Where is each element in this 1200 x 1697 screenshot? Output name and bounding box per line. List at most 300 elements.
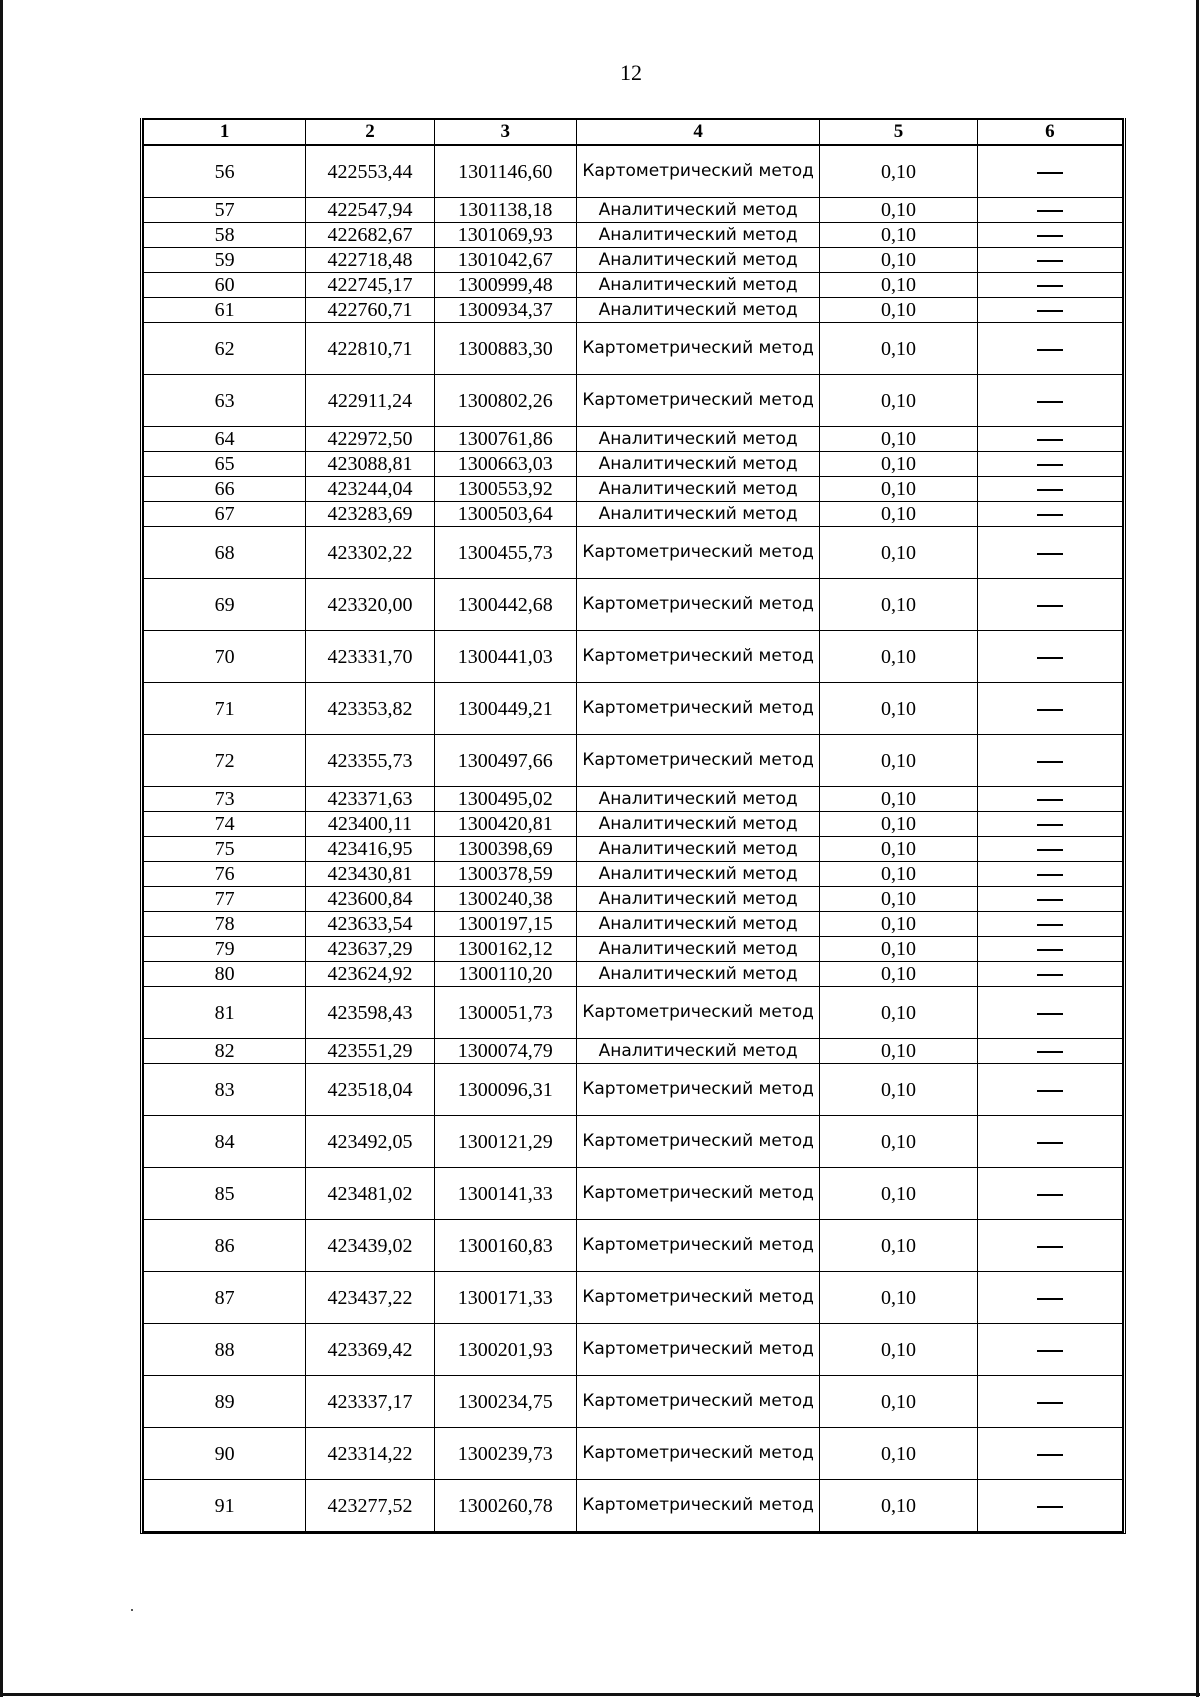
- note-cell: [977, 735, 1122, 787]
- point-number-cell: 89: [144, 1376, 306, 1428]
- x-coordinate-cell: 423337,17: [306, 1376, 434, 1428]
- x-coordinate-cell: 423551,29: [306, 1039, 434, 1064]
- x-coordinate-cell: 422745,17: [306, 273, 434, 298]
- table-row: [144, 912, 1123, 937]
- dash-mark: [1037, 605, 1063, 607]
- method-cell: Картометрический метод: [576, 375, 819, 427]
- dash-mark: [1037, 849, 1063, 851]
- dash-mark: [1037, 553, 1063, 555]
- scan-speck: [131, 1609, 133, 1611]
- note-cell: [977, 198, 1122, 223]
- dash-mark: [1037, 1246, 1063, 1248]
- dash-mark: [1037, 235, 1063, 237]
- y-coordinate-cell: 1301069,93: [434, 223, 576, 248]
- y-coordinate-cell: 1300934,37: [434, 298, 576, 323]
- accuracy-cell: 0,10: [820, 1324, 977, 1376]
- x-coordinate-cell: 423355,73: [306, 735, 434, 787]
- table-row: [144, 323, 1123, 375]
- accuracy-cell: 0,10: [820, 837, 977, 862]
- table-row: [144, 1324, 1123, 1376]
- dash-mark: [1037, 657, 1063, 659]
- method-cell: Аналитический метод: [576, 198, 819, 223]
- point-number-cell: 68: [144, 527, 306, 579]
- table-row: [144, 579, 1123, 631]
- point-number-cell: 67: [144, 502, 306, 527]
- method-cell: Картометрический метод: [576, 1116, 819, 1168]
- note-cell: [977, 987, 1122, 1039]
- point-number-cell: 87: [144, 1272, 306, 1324]
- point-number-cell: 65: [144, 452, 306, 477]
- method-cell: Картометрический метод: [576, 1376, 819, 1428]
- x-coordinate-cell: 423088,81: [306, 452, 434, 477]
- accuracy-cell: 0,10: [820, 812, 977, 837]
- point-number-cell: 72: [144, 735, 306, 787]
- y-coordinate-cell: 1301138,18: [434, 198, 576, 223]
- y-coordinate-cell: 1300162,12: [434, 937, 576, 962]
- accuracy-cell: 0,10: [820, 1272, 977, 1324]
- note-cell: [977, 223, 1122, 248]
- point-number-cell: 56: [144, 145, 306, 198]
- method-cell: Аналитический метод: [576, 477, 819, 502]
- coordinates-table: [143, 118, 1123, 1532]
- note-cell: [977, 787, 1122, 812]
- method-cell: Картометрический метод: [576, 631, 819, 683]
- note-cell: [977, 427, 1122, 452]
- x-coordinate-cell: 423371,63: [306, 787, 434, 812]
- note-cell: [977, 248, 1122, 273]
- point-number-cell: 59: [144, 248, 306, 273]
- table-row: [144, 812, 1123, 837]
- point-number-cell: 91: [144, 1480, 306, 1532]
- dash-mark: [1037, 874, 1063, 876]
- x-coordinate-cell: 422553,44: [306, 145, 434, 198]
- y-coordinate-cell: 1300455,73: [434, 527, 576, 579]
- table-row: [144, 1272, 1123, 1324]
- x-coordinate-cell: 423283,69: [306, 502, 434, 527]
- column-header-5: 5: [820, 119, 977, 145]
- y-coordinate-cell: 1300802,26: [434, 375, 576, 427]
- x-coordinate-cell: 423492,05: [306, 1116, 434, 1168]
- method-cell: Аналитический метод: [576, 1039, 819, 1064]
- point-number-cell: 66: [144, 477, 306, 502]
- accuracy-cell: 0,10: [820, 477, 977, 502]
- method-cell: Аналитический метод: [576, 248, 819, 273]
- accuracy-cell: 0,10: [820, 248, 977, 273]
- dash-mark: [1037, 949, 1063, 951]
- note-cell: [977, 1272, 1122, 1324]
- point-number-cell: 88: [144, 1324, 306, 1376]
- dash-mark: [1037, 310, 1063, 312]
- point-number-cell: 82: [144, 1039, 306, 1064]
- table-row: [144, 248, 1123, 273]
- accuracy-cell: 0,10: [820, 1220, 977, 1272]
- table-row: [144, 375, 1123, 427]
- table-body: [144, 145, 1123, 1532]
- point-number-cell: 81: [144, 987, 306, 1039]
- y-coordinate-cell: 1300553,92: [434, 477, 576, 502]
- x-coordinate-cell: 423400,11: [306, 812, 434, 837]
- dash-mark: [1037, 1051, 1063, 1053]
- table-row: [144, 273, 1123, 298]
- method-cell: Картометрический метод: [576, 1168, 819, 1220]
- page-number: 12: [620, 60, 642, 85]
- y-coordinate-cell: 1301042,67: [434, 248, 576, 273]
- column-header-1: 1: [144, 119, 306, 145]
- x-coordinate-cell: 422547,94: [306, 198, 434, 223]
- method-cell: Аналитический метод: [576, 937, 819, 962]
- table-row: [144, 452, 1123, 477]
- method-cell: Аналитический метод: [576, 298, 819, 323]
- table-row: [144, 735, 1123, 787]
- note-cell: [977, 1220, 1122, 1272]
- x-coordinate-cell: 423600,84: [306, 887, 434, 912]
- dash-mark: [1037, 974, 1063, 976]
- point-number-cell: 80: [144, 962, 306, 987]
- accuracy-cell: 0,10: [820, 298, 977, 323]
- note-cell: [977, 452, 1122, 477]
- dash-mark: [1037, 172, 1063, 174]
- dash-mark: [1037, 1013, 1063, 1015]
- x-coordinate-cell: 423314,22: [306, 1428, 434, 1480]
- dash-mark: [1037, 514, 1063, 516]
- table-row: [144, 527, 1123, 579]
- scan-left-edge: [0, 0, 3, 1697]
- table-row: [144, 223, 1123, 248]
- point-number-cell: 73: [144, 787, 306, 812]
- dash-mark: [1037, 1402, 1063, 1404]
- method-cell: Аналитический метод: [576, 452, 819, 477]
- x-coordinate-cell: 423633,54: [306, 912, 434, 937]
- table-row: [144, 477, 1123, 502]
- y-coordinate-cell: 1301146,60: [434, 145, 576, 198]
- y-coordinate-cell: 1300420,81: [434, 812, 576, 837]
- y-coordinate-cell: 1300883,30: [434, 323, 576, 375]
- y-coordinate-cell: 1300442,68: [434, 579, 576, 631]
- dash-mark: [1037, 1454, 1063, 1456]
- x-coordinate-cell: 423277,52: [306, 1480, 434, 1532]
- dash-mark: [1037, 1142, 1063, 1144]
- dash-mark: [1037, 899, 1063, 901]
- x-coordinate-cell: 423624,92: [306, 962, 434, 987]
- note-cell: [977, 375, 1122, 427]
- note-cell: [977, 1428, 1122, 1480]
- point-number-cell: 62: [144, 323, 306, 375]
- accuracy-cell: 0,10: [820, 145, 977, 198]
- note-cell: [977, 862, 1122, 887]
- x-coordinate-cell: 423302,22: [306, 527, 434, 579]
- point-number-cell: 70: [144, 631, 306, 683]
- table-row: [144, 631, 1123, 683]
- y-coordinate-cell: 1300197,15: [434, 912, 576, 937]
- dash-mark: [1037, 439, 1063, 441]
- method-cell: Картометрический метод: [576, 1480, 819, 1532]
- table-header-row: [144, 119, 1123, 145]
- column-header-4: 4: [576, 119, 819, 145]
- x-coordinate-cell: 423430,81: [306, 862, 434, 887]
- table-row: [144, 198, 1123, 223]
- note-cell: [977, 912, 1122, 937]
- accuracy-cell: 0,10: [820, 862, 977, 887]
- point-number-cell: 90: [144, 1428, 306, 1480]
- dash-mark: [1037, 799, 1063, 801]
- accuracy-cell: 0,10: [820, 1039, 977, 1064]
- dash-mark: [1037, 824, 1063, 826]
- note-cell: [977, 145, 1122, 198]
- x-coordinate-cell: 423320,00: [306, 579, 434, 631]
- table-row: [144, 862, 1123, 887]
- accuracy-cell: 0,10: [820, 887, 977, 912]
- x-coordinate-cell: 423437,22: [306, 1272, 434, 1324]
- accuracy-cell: 0,10: [820, 735, 977, 787]
- note-cell: [977, 323, 1122, 375]
- x-coordinate-cell: 422682,67: [306, 223, 434, 248]
- y-coordinate-cell: 1300141,33: [434, 1168, 576, 1220]
- note-cell: [977, 837, 1122, 862]
- dash-mark: [1037, 1298, 1063, 1300]
- note-cell: [977, 579, 1122, 631]
- scan-bottom-edge: [0, 1693, 1200, 1696]
- y-coordinate-cell: 1300449,21: [434, 683, 576, 735]
- accuracy-cell: 0,10: [820, 787, 977, 812]
- method-cell: Аналитический метод: [576, 862, 819, 887]
- y-coordinate-cell: 1300240,38: [434, 887, 576, 912]
- note-cell: [977, 273, 1122, 298]
- x-coordinate-cell: 423637,29: [306, 937, 434, 962]
- dash-mark: [1037, 260, 1063, 262]
- y-coordinate-cell: 1300761,86: [434, 427, 576, 452]
- method-cell: Аналитический метод: [576, 787, 819, 812]
- y-coordinate-cell: 1300234,75: [434, 1376, 576, 1428]
- note-cell: [977, 1168, 1122, 1220]
- accuracy-cell: 0,10: [820, 198, 977, 223]
- accuracy-cell: 0,10: [820, 579, 977, 631]
- method-cell: Аналитический метод: [576, 912, 819, 937]
- note-cell: [977, 937, 1122, 962]
- method-cell: Аналитический метод: [576, 502, 819, 527]
- y-coordinate-cell: 1300160,83: [434, 1220, 576, 1272]
- accuracy-cell: 0,10: [820, 527, 977, 579]
- y-coordinate-cell: 1300495,02: [434, 787, 576, 812]
- accuracy-cell: 0,10: [820, 937, 977, 962]
- dash-mark: [1037, 285, 1063, 287]
- note-cell: [977, 1324, 1122, 1376]
- point-number-cell: 61: [144, 298, 306, 323]
- table-row: [144, 1064, 1123, 1116]
- coordinates-table-frame: [140, 118, 1126, 1534]
- note-cell: [977, 502, 1122, 527]
- x-coordinate-cell: 422911,24: [306, 375, 434, 427]
- y-coordinate-cell: 1300503,64: [434, 502, 576, 527]
- x-coordinate-cell: 423598,43: [306, 987, 434, 1039]
- x-coordinate-cell: 423416,95: [306, 837, 434, 862]
- method-cell: Картометрический метод: [576, 145, 819, 198]
- point-number-cell: 69: [144, 579, 306, 631]
- note-cell: [977, 298, 1122, 323]
- method-cell: Картометрический метод: [576, 1272, 819, 1324]
- note-cell: [977, 1064, 1122, 1116]
- note-cell: [977, 1376, 1122, 1428]
- method-cell: Аналитический метод: [576, 273, 819, 298]
- y-coordinate-cell: 1300171,33: [434, 1272, 576, 1324]
- accuracy-cell: 0,10: [820, 323, 977, 375]
- dash-mark: [1037, 1194, 1063, 1196]
- accuracy-cell: 0,10: [820, 962, 977, 987]
- point-number-cell: 74: [144, 812, 306, 837]
- note-cell: [977, 1116, 1122, 1168]
- x-coordinate-cell: 422718,48: [306, 248, 434, 273]
- method-cell: Аналитический метод: [576, 427, 819, 452]
- table-row: [144, 987, 1123, 1039]
- note-cell: [977, 631, 1122, 683]
- accuracy-cell: 0,10: [820, 273, 977, 298]
- accuracy-cell: 0,10: [820, 631, 977, 683]
- method-cell: Картометрический метод: [576, 579, 819, 631]
- point-number-cell: 76: [144, 862, 306, 887]
- column-header-6: 6: [977, 119, 1122, 145]
- method-cell: Картометрический метод: [576, 1064, 819, 1116]
- y-coordinate-cell: 1300121,29: [434, 1116, 576, 1168]
- method-cell: Картометрический метод: [576, 735, 819, 787]
- method-cell: Картометрический метод: [576, 323, 819, 375]
- point-number-cell: 86: [144, 1220, 306, 1272]
- x-coordinate-cell: 423331,70: [306, 631, 434, 683]
- dash-mark: [1037, 401, 1063, 403]
- accuracy-cell: 0,10: [820, 1168, 977, 1220]
- dash-mark: [1037, 489, 1063, 491]
- table-row: [144, 962, 1123, 987]
- table-row: [144, 1376, 1123, 1428]
- method-cell: Аналитический метод: [576, 962, 819, 987]
- note-cell: [977, 683, 1122, 735]
- y-coordinate-cell: 1300378,59: [434, 862, 576, 887]
- note-cell: [977, 1480, 1122, 1532]
- table-row: [144, 683, 1123, 735]
- dash-mark: [1037, 464, 1063, 466]
- note-cell: [977, 527, 1122, 579]
- accuracy-cell: 0,10: [820, 683, 977, 735]
- table-row: [144, 787, 1123, 812]
- accuracy-cell: 0,10: [820, 1064, 977, 1116]
- note-cell: [977, 477, 1122, 502]
- accuracy-cell: 0,10: [820, 987, 977, 1039]
- y-coordinate-cell: 1300260,78: [434, 1480, 576, 1532]
- point-number-cell: 75: [144, 837, 306, 862]
- point-number-cell: 79: [144, 937, 306, 962]
- y-coordinate-cell: 1300497,66: [434, 735, 576, 787]
- table-row: [144, 298, 1123, 323]
- point-number-cell: 57: [144, 198, 306, 223]
- dash-mark: [1037, 761, 1063, 763]
- method-cell: Картометрический метод: [576, 987, 819, 1039]
- x-coordinate-cell: 423481,02: [306, 1168, 434, 1220]
- table-row: [144, 1168, 1123, 1220]
- table-row: [144, 1480, 1123, 1532]
- y-coordinate-cell: 1300663,03: [434, 452, 576, 477]
- point-number-cell: 58: [144, 223, 306, 248]
- accuracy-cell: 0,10: [820, 912, 977, 937]
- scan-right-edge: [1196, 0, 1199, 1697]
- note-cell: [977, 962, 1122, 987]
- dash-mark: [1037, 210, 1063, 212]
- note-cell: [977, 1039, 1122, 1064]
- point-number-cell: 78: [144, 912, 306, 937]
- method-cell: Аналитический метод: [576, 223, 819, 248]
- accuracy-cell: 0,10: [820, 223, 977, 248]
- accuracy-cell: 0,10: [820, 1480, 977, 1532]
- method-cell: Картометрический метод: [576, 1324, 819, 1376]
- accuracy-cell: 0,10: [820, 427, 977, 452]
- point-number-cell: 83: [144, 1064, 306, 1116]
- y-coordinate-cell: 1300201,93: [434, 1324, 576, 1376]
- accuracy-cell: 0,10: [820, 452, 977, 477]
- dash-mark: [1037, 1090, 1063, 1092]
- accuracy-cell: 0,10: [820, 1376, 977, 1428]
- dash-mark: [1037, 1350, 1063, 1352]
- dash-mark: [1037, 1506, 1063, 1508]
- accuracy-cell: 0,10: [820, 1428, 977, 1480]
- y-coordinate-cell: 1300239,73: [434, 1428, 576, 1480]
- method-cell: Аналитический метод: [576, 837, 819, 862]
- y-coordinate-cell: 1300398,69: [434, 837, 576, 862]
- point-number-cell: 60: [144, 273, 306, 298]
- table-row: [144, 145, 1123, 198]
- accuracy-cell: 0,10: [820, 375, 977, 427]
- y-coordinate-cell: 1300096,31: [434, 1064, 576, 1116]
- point-number-cell: 84: [144, 1116, 306, 1168]
- method-cell: Аналитический метод: [576, 812, 819, 837]
- table-row: [144, 1220, 1123, 1272]
- method-cell: Картометрический метод: [576, 1220, 819, 1272]
- table-row: [144, 1039, 1123, 1064]
- dash-mark: [1037, 924, 1063, 926]
- x-coordinate-cell: 422760,71: [306, 298, 434, 323]
- table-row: [144, 837, 1123, 862]
- x-coordinate-cell: 422810,71: [306, 323, 434, 375]
- point-number-cell: 71: [144, 683, 306, 735]
- note-cell: [977, 887, 1122, 912]
- dash-mark: [1037, 349, 1063, 351]
- column-header-3: 3: [434, 119, 576, 145]
- y-coordinate-cell: 1300999,48: [434, 273, 576, 298]
- x-coordinate-cell: 423439,02: [306, 1220, 434, 1272]
- point-number-cell: 63: [144, 375, 306, 427]
- table-row: [144, 502, 1123, 527]
- accuracy-cell: 0,10: [820, 1116, 977, 1168]
- dash-mark: [1037, 709, 1063, 711]
- table-row: [144, 1428, 1123, 1480]
- accuracy-cell: 0,10: [820, 502, 977, 527]
- column-header-2: 2: [306, 119, 434, 145]
- x-coordinate-cell: 422972,50: [306, 427, 434, 452]
- note-cell: [977, 812, 1122, 837]
- point-number-cell: 85: [144, 1168, 306, 1220]
- x-coordinate-cell: 423244,04: [306, 477, 434, 502]
- y-coordinate-cell: 1300441,03: [434, 631, 576, 683]
- x-coordinate-cell: 423518,04: [306, 1064, 434, 1116]
- method-cell: Картометрический метод: [576, 527, 819, 579]
- table-row: [144, 887, 1123, 912]
- method-cell: Картометрический метод: [576, 683, 819, 735]
- table-row: [144, 427, 1123, 452]
- y-coordinate-cell: 1300074,79: [434, 1039, 576, 1064]
- point-number-cell: 77: [144, 887, 306, 912]
- x-coordinate-cell: 423353,82: [306, 683, 434, 735]
- table-row: [144, 937, 1123, 962]
- method-cell: Картометрический метод: [576, 1428, 819, 1480]
- method-cell: Аналитический метод: [576, 887, 819, 912]
- y-coordinate-cell: 1300051,73: [434, 987, 576, 1039]
- point-number-cell: 64: [144, 427, 306, 452]
